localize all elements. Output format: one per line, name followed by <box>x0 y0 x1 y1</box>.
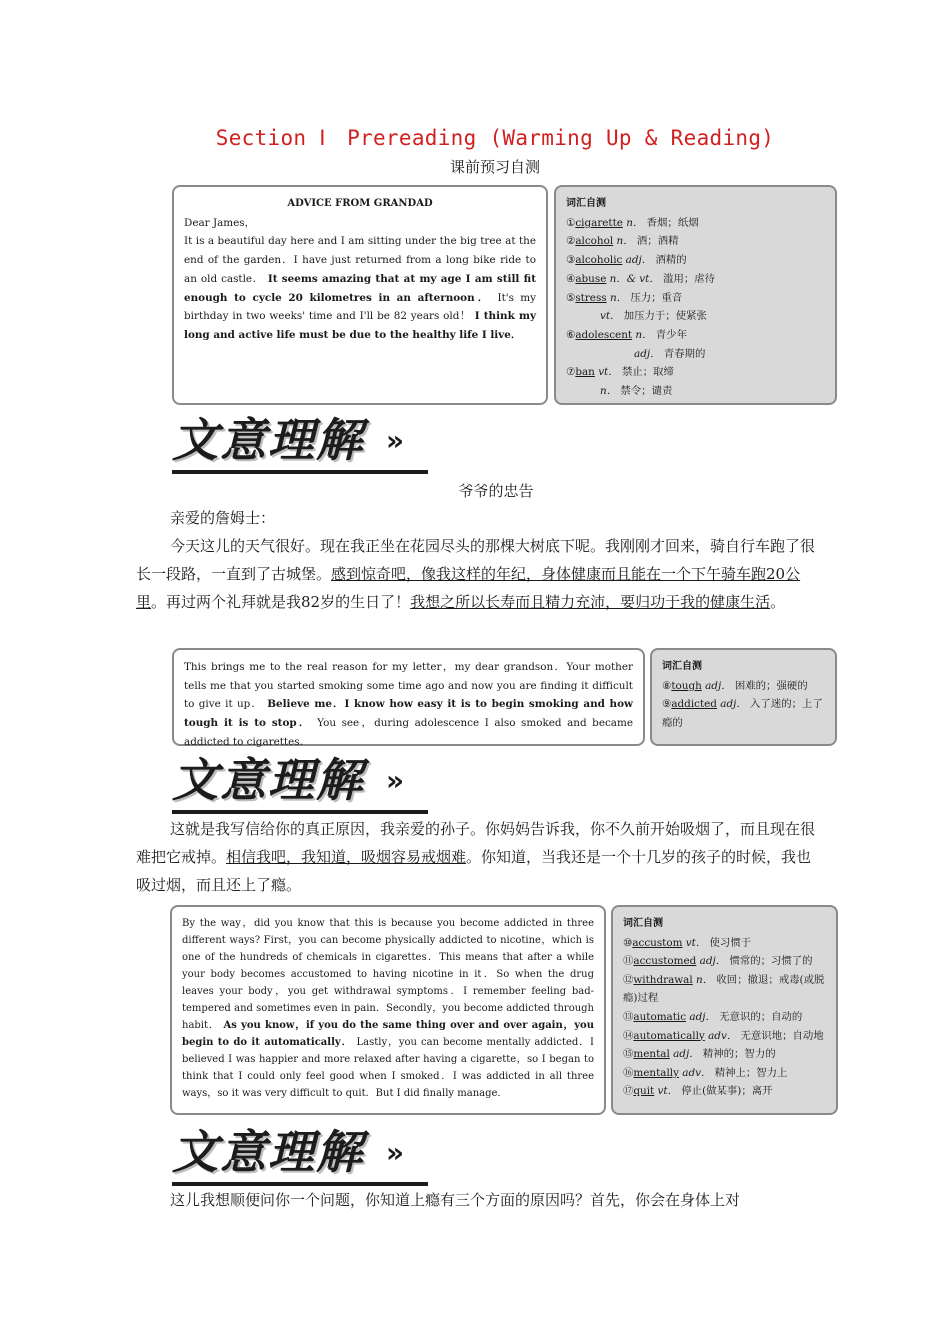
vocab-item: ⑩accustom vt． 使习惯于 <box>623 936 752 949</box>
vocab-item: ⑬automatic adj． 无意识的；自动的 <box>623 1010 803 1023</box>
vocab-item: ②alcohol n． 酒；酒精 <box>566 235 679 248</box>
reading-box-3 <box>170 905 606 1115</box>
vocab-item: ⑮mental adj． 精神的；智力的 <box>623 1048 776 1061</box>
reading-paragraph: By the way，did you know that this is because you become addicted in three different ways? First，you can become physically addicted to nicotine，which is one of the hundreds of chemicals in cigarettes．This means that after a while your body becomes accustomed to having nicotine in it．So when the drug leaves your body，you get withdrawal symptoms．I remember feeling bad-tempered and sometimes even in pain．Secondly，you become addicted through habit． As you know，if you do the same thing over and over again，you begin to do it automatically． Lastly，you can become mentally addicted．I believed I was happier and more relaxed after having a cigarette，so I began to think that I could only feel good when I smoked．I was addicted in all three ways，so it was very difficult to quit．But I did finally manage． <box>182 918 594 1099</box>
vocab-item-sense: n． 禁令；谴责 <box>600 385 673 398</box>
vocab-item: ①cigarette n． 香烟；纸烟 <box>566 216 699 229</box>
vocab-item: ⑨addicted adj． 入了迷的；上了瘾的 <box>662 698 823 730</box>
double-chevron-icon: » <box>386 1136 405 1169</box>
section-banner: 文意理解 » <box>172 412 432 478</box>
vocab-item: ⑯mentally adv． 精神上；智力上 <box>623 1066 788 1079</box>
reading-salutation: Dear James， <box>184 216 256 229</box>
translation-paragraph-2: 这就是我写信给你的真正原因，我亲爱的孙子。你妈妈告诉我，你不久前开始吸烟了，而且现在很难把它戒掉。相信我吧，我知道，吸烟容易戒烟难。你知道，当我还是一个十几岁的孩子的时候，我也吸过烟，而且还上了瘾。 <box>136 820 816 894</box>
vocab-item: ⑭automatically adv． 无意识地；自动地 <box>623 1029 824 1042</box>
vocab-box-3 <box>611 905 838 1115</box>
vocab-heading: 词汇自测 <box>623 918 663 929</box>
vocab-item: ④abuse n．& vt． 滥用；虐待 <box>566 272 716 285</box>
translation-paragraph-3: 这儿我想顺便问你一个问题，你知道上瘾有三个方面的原因吗？首先，你会在身体上对 <box>170 1191 741 1209</box>
vocab-box-1 <box>554 185 837 405</box>
banner-rule <box>172 470 428 474</box>
vocab-item: ⑪accustomed adj． 惯常的；习惯了的 <box>623 955 813 968</box>
section-banner: 文意理解 » <box>172 1124 432 1190</box>
reading-box-1 <box>172 185 548 405</box>
banner-rule <box>172 810 428 814</box>
vocab-item: ⑥adolescent n． 青少年 <box>566 328 687 341</box>
vocab-item-sense: adj． 青春期的 <box>634 347 706 360</box>
double-chevron-icon: » <box>386 764 405 797</box>
page-subtitle: 课前预习自测 <box>449 158 540 176</box>
reading-box-2 <box>172 648 645 746</box>
vocab-item: ⑦ban vt． 禁止；取缔 <box>566 366 674 379</box>
vocab-item: ③alcoholic adj． 酒精的 <box>566 254 687 267</box>
translation-salutation: 亲爱的詹姆士： <box>170 509 276 527</box>
reading-heading: ADVICE FROM GRANDAD <box>287 198 433 209</box>
vocab-item-sense: vt． 加压力于；使紧张 <box>600 310 707 323</box>
double-chevron-icon: » <box>386 424 405 457</box>
page-title: Section Ⅰ Prereading (Warming Up & Reading) <box>215 126 775 150</box>
vocab-item: ⑧tough adj． 困难的；强硬的 <box>662 679 808 692</box>
vocab-item: ⑫withdrawal n． 收回；撤退；戒毒(或脱瘾)过程 <box>623 973 825 1005</box>
translation-paragraph-1: 今天这儿的天气很好。现在我正坐在花园尽头的那棵大树底下呢。我刚刚才回来，骑自行车跑了很长一段路，一直到了古城堡。感到惊奇吧，像我这样的年纪，身体健康而且能在一个下午骑车跑20公里。再过两个礼拜就是我82岁的生日了！我想之所以长寿而且精力充沛，要归功于我的健康生活。 <box>136 537 816 611</box>
reading-paragraph: It is a beautiful day here and I am sitting under the big tree at the end of the garden．I have just returned from a long bike ride to an old castle． It seems amazing that at my age I am still fit enough to cycle 20 kilometres in an afternoon． It's my birthday in two weeks' time and I'll be 82 years old！ I think my long and active life must be due to the healthy life I live． <box>184 235 537 341</box>
vocab-item: ⑰quit vt． 停止(做某事)；离开 <box>623 1085 773 1098</box>
vocab-box-2 <box>650 648 837 746</box>
vocab-heading: 词汇自测 <box>662 661 702 672</box>
vocab-heading: 词汇自测 <box>566 198 606 209</box>
reading-paragraph: This brings me to the real reason for my letter，my dear grandson．Your mother tells me that you started smoking some time ago and now you are finding it difficult to give it up． Believe me．I know how easy it is to begin smoking and how tough it is to stop． You see，during adolescence I also smoked and became addicted to cigarettes． <box>184 661 633 748</box>
section-banner: 文意理解 » <box>172 752 432 818</box>
vocab-item: ⑤stress n． 压力；重音 <box>566 291 683 304</box>
translation-heading: 爷爷的忠告 <box>458 482 534 500</box>
